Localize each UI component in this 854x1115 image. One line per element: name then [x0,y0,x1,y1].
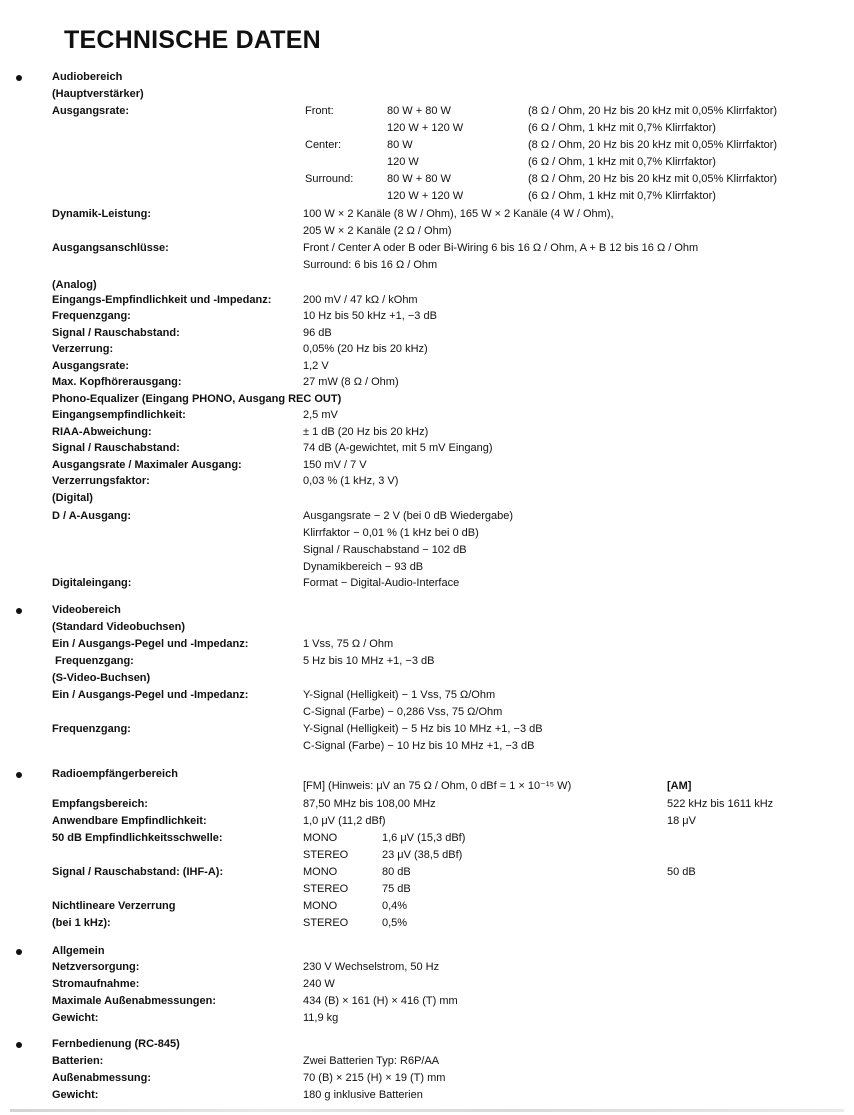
spec-value: 2,5 mV [303,409,338,421]
spec-value: 0,05% (20 Hz bis 20 kHz) [303,343,428,355]
spec-label: (Analog) [52,279,97,291]
spec-label: (Standard Videobuchsen) [52,621,186,633]
page-title: TECHNISCHE DATEN [64,26,321,54]
section-bullet [14,1038,23,1047]
spec-value: 75 dB [382,883,411,895]
spec-label: 50 dB Empfindlichkeitsschwelle: [52,832,223,844]
spec-label: Verzerrung: [52,343,114,355]
spec-value: MONO [303,900,338,912]
spec-value: MONO [303,832,338,844]
spec-value: 74 dB (A-gewichtet, mit 5 mV Eingang) [303,442,493,454]
spec-value: C-Signal (Farbe) − 10 Hz bis 10 MHz +1, −3 dB [303,740,535,752]
spec-value: 96 dB [303,327,332,339]
spec-value: 120 W + 120 W [387,190,464,202]
spec-label: Ein / Ausgangs-Pegel und -Impedanz: [52,689,249,701]
spec-value: 18 μV [667,815,696,827]
spec-value: (6 Ω / Ohm, 1 kHz mit 0,7% Klirrfaktor) [528,156,716,168]
spec-label: Ausgangsanschlüsse: [52,242,169,254]
spec-label: Empfangsbereich: [52,798,148,810]
spec-value: (8 Ω / Ohm, 20 Hz bis 20 kHz mit 0,05% Klirrfaktor) [528,105,778,117]
spec-value: 23 μV (38,5 dBf) [382,849,463,861]
spec-label: Gewicht: [52,1012,99,1024]
spec-label: Ausgangsrate: [52,360,130,372]
spec-value: (6 Ω / Ohm, 1 kHz mit 0,7% Klirrfaktor) [528,190,716,202]
spec-label: Außenabmessung: [52,1072,152,1084]
spec-label: Frequenzgang: [52,310,131,322]
spec-value: Surround: [305,173,354,185]
spec-value: 70 (B) × 215 (H) × 19 (T) mm [303,1072,446,1084]
spec-value: 11,9 kg [303,1012,339,1024]
spec-value: 434 (B) × 161 (H) × 416 (T) mm [303,995,458,1007]
spec-value: Surround: 6 bis 16 Ω / Ohm [303,259,438,271]
spec-label: Frequenzgang: [55,655,134,667]
spec-value: 80 W + 80 W [387,105,451,117]
spec-label: Eingangsempfindlichkeit: [52,409,186,421]
spec-value: 205 W × 2 Kanäle (2 Ω / Ohm) [303,225,452,237]
spec-label: Videobereich [52,604,121,616]
spec-label: Verzerrungsfaktor: [52,475,150,487]
spec-label: Netzversorgung: [52,961,140,973]
spec-value: 180 g inklusive Batterien [303,1089,423,1101]
spec-value: 120 W + 120 W [387,122,464,134]
spec-value: 200 mV / 47 kΩ / kOhm [303,294,418,306]
spec-value: 0,5% [382,917,408,929]
spec-value: 1 Vss, 75 Ω / Ohm [303,638,394,650]
spec-value: 80 dB [382,866,411,878]
section-bullet [14,945,23,954]
scan-edge-line [10,1109,844,1112]
spec-label: Ausgangsrate / Maximaler Ausgang: [52,459,242,471]
spec-label: Phono-Equalizer (Eingang PHONO, Ausgang REC OUT) [52,393,342,405]
spec-label: Eingangs-Empfindlichkeit und -Impedanz: [52,294,272,306]
spec-label: Ein / Ausgangs-Pegel und -Impedanz: [52,638,249,650]
spec-value: (6 Ω / Ohm, 1 kHz mit 0,7% Klirrfaktor) [528,122,716,134]
spec-value: MONO [303,866,338,878]
spec-label: Signal / Rauschabstand: [52,327,180,339]
spec-label: Nichtlineare Verzerrung [52,900,176,912]
spec-value: STEREO [303,883,349,895]
spec-value: Format − Digital-Audio-Interface [303,577,460,589]
spec-label: (Hauptverstärker) [52,88,144,100]
spec-value: Zwei Batterien Typ: R6P/AA [303,1055,440,1067]
spec-value: 240 W [303,978,335,990]
spec-value: Ausgangsrate − 2 V (bei 0 dB Wiedergabe) [303,510,514,522]
spec-label: (Digital) [52,492,93,504]
spec-value: 80 W [387,139,413,151]
spec-value: Y-Signal (Helligkeit) − 1 Vss, 75 Ω/Ohm [303,689,496,701]
spec-label: [AM] [667,780,692,792]
spec-value: Center: [305,139,342,151]
spec-label: Gewicht: [52,1089,99,1101]
spec-value: 230 V Wechselstrom, 50 Hz [303,961,440,973]
spec-value: C-Signal (Farbe) − 0,286 Vss, 75 Ω/Ohm [303,706,503,718]
spec-value: STEREO [303,917,349,929]
spec-value: 0,4% [382,900,408,912]
spec-value: Y-Signal (Helligkeit) − 5 Hz bis 10 MHz +1, −3 dB [303,723,543,735]
spec-label: Stromaufnahme: [52,978,140,990]
spec-label: Maximale Außenabmessungen: [52,995,217,1007]
spec-value: 522 kHz bis 1611 kHz [667,798,774,810]
spec-label: Fernbedienung (RC-845) [52,1038,180,1050]
spec-value: Front / Center A oder B oder Bi-Wiring 6 bis 16 Ω / Ohm, A + B 12 bis 16 Ω / Ohm [303,242,699,254]
spec-label: Max. Kopfhörerausgang: [52,376,182,388]
spec-value: [FM] (Hinweis: μV an 75 Ω / Ohm, 0 dBf = 1 × 10⁻¹⁵ W) [303,780,572,792]
spec-value: 1,0 μV (11,2 dBf) [303,815,386,827]
spec-label: Ausgangsrate: [52,105,130,117]
spec-value: ± 1 dB (20 Hz bis 20 kHz) [303,426,429,438]
spec-value: 1,2 V [303,360,329,372]
spec-label: (S-Video-Buchsen) [52,672,151,684]
spec-label: Digitaleingang: [52,577,132,589]
section-bullet [14,768,23,777]
spec-label: Radioempfängerbereich [52,768,178,780]
section-bullet [14,71,23,80]
spec-value: Front: [305,105,334,117]
spec-value: 50 dB [667,866,696,878]
spec-label: Anwendbare Empfindlichkeit: [52,815,207,827]
spec-value: STEREO [303,849,349,861]
spec-value: (8 Ω / Ohm, 20 Hz bis 20 kHz mit 0,05% Klirrfaktor) [528,139,778,151]
spec-label: Signal / Rauschabstand: (IHF-A): [52,866,224,878]
spec-label: D / A-Ausgang: [52,510,132,522]
spec-value: 100 W × 2 Kanäle (8 W / Ohm), 165 W × 2 Kanäle (4 W / Ohm), [303,208,614,220]
spec-label: Frequenzgang: [52,723,131,735]
spec-value: Dynamikbereich − 93 dB [303,561,424,573]
spec-label: (bei 1 kHz): [52,917,111,929]
spec-label: Signal / Rauschabstand: [52,442,180,454]
spec-value: 0,03 % (1 kHz, 3 V) [303,475,399,487]
spec-value: Klirrfaktor − 0,01 % (1 kHz bei 0 dB) [303,527,479,539]
spec-value: (8 Ω / Ohm, 20 Hz bis 20 kHz mit 0,05% Klirrfaktor) [528,173,778,185]
spec-value: 5 Hz bis 10 MHz +1, −3 dB [303,655,435,667]
spec-value: 1,6 μV (15,3 dBf) [382,832,466,844]
spec-value: 10 Hz bis 50 kHz +1, −3 dB [303,310,437,322]
spec-label: Batterien: [52,1055,104,1067]
section-bullet [14,604,23,613]
spec-label: Allgemein [52,945,105,957]
spec-value: 150 mV / 7 V [303,459,367,471]
spec-value: 80 W + 80 W [387,173,451,185]
spec-label: Audiobereich [52,71,123,83]
spec-label: RIAA-Abweichung: [52,426,152,438]
spec-label: Dynamik-Leistung: [52,208,152,220]
spec-value: 120 W [387,156,419,168]
spec-value: 87,50 MHz bis 108,00 MHz [303,798,436,810]
spec-value: Signal / Rauschabstand − 102 dB [303,544,467,556]
spec-value: 27 mW (8 Ω / Ohm) [303,376,399,388]
